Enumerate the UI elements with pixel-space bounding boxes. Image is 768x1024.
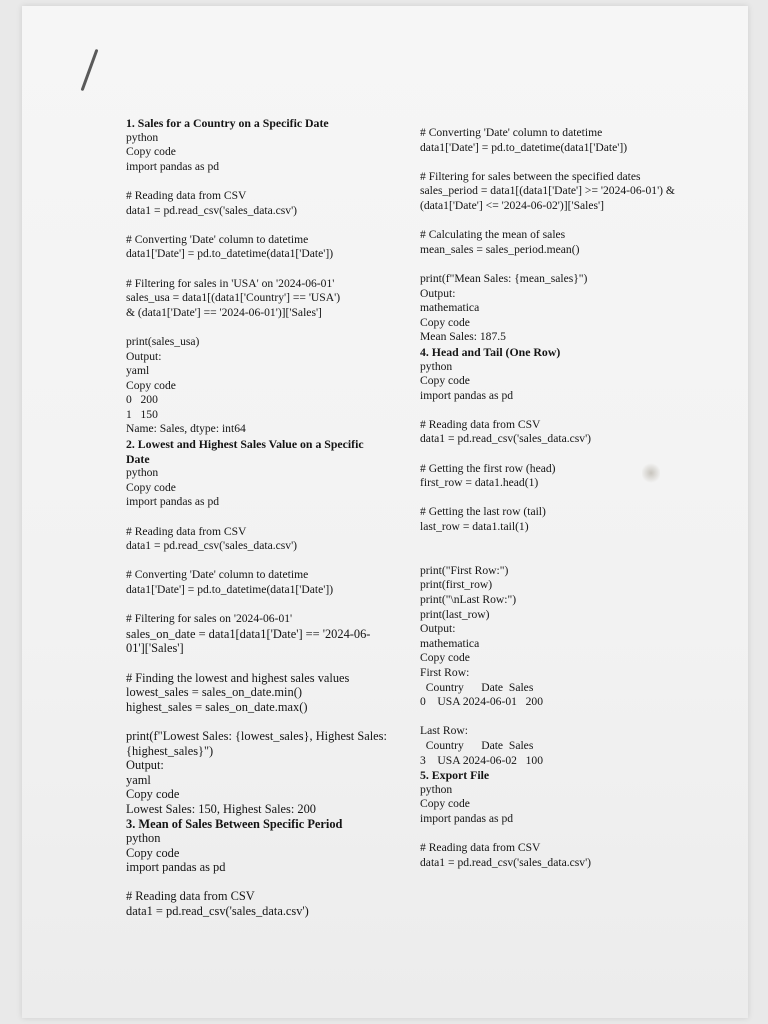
- text-line: & (data1['Date'] == '2024-06-01')]['Sales']: [126, 305, 322, 319]
- section-heading: 5. Export File: [420, 768, 490, 783]
- text-line: Copy code: [420, 797, 470, 811]
- text-line: # Reading data from CSV: [126, 889, 255, 904]
- text-line: Country Date Sales: [420, 738, 534, 752]
- section-heading: 3. Mean of Sales Between Specific Period: [126, 816, 343, 831]
- text-line: Output:: [420, 622, 456, 636]
- section-heading: 4. Head and Tail (One Row): [420, 344, 561, 359]
- text-line: # Converting 'Date' column to datetime: [126, 232, 309, 246]
- text-line: mathematica: [420, 636, 480, 650]
- text-line: print(f"Lowest Sales: {lowest_sales}, Highest Sales: {highest_sales}"): [126, 728, 387, 758]
- text-line: Output:: [126, 349, 162, 363]
- text-line: data1['Date'] = pd.to_datetime(data1['Date']): [420, 140, 628, 154]
- text-line: data1['Date'] = pd.to_datetime(data1['Date']): [126, 247, 334, 261]
- blank-line: [126, 554, 388, 569]
- text-line: yaml: [126, 364, 150, 378]
- blank-line: [420, 155, 678, 170]
- text-line: Copy code: [126, 787, 180, 802]
- document-page: [22, 6, 748, 1018]
- text-line: data1['Date'] = pd.to_datetime(data1['Date']): [126, 583, 334, 596]
- text-line: highest_sales = sales_on_date.max(): [126, 699, 308, 714]
- text-line: Copy code: [126, 480, 176, 494]
- text-line: # Calculating the mean of sales: [420, 228, 566, 242]
- blank-line: [420, 710, 678, 725]
- text-line: import pandas as pd: [126, 159, 220, 173]
- blank-line: [126, 875, 388, 890]
- text-line: Copy code: [420, 374, 470, 388]
- text-line: Lowest Sales: 150, Highest Sales: 200: [126, 801, 316, 816]
- blank-line: [420, 214, 678, 229]
- text-line: Copy code: [126, 145, 176, 159]
- text-line: Name: Sales, dtype: int64: [126, 422, 246, 436]
- blank-line: [420, 403, 678, 418]
- text-line: Copy code: [420, 651, 470, 665]
- text-line: data1 = pd.read_csv('sales_data.csv'): [420, 432, 592, 446]
- blank-line: [420, 257, 678, 272]
- text-line: mean_sales = sales_period.mean(): [420, 242, 580, 256]
- text-line: print(sales_usa): [126, 334, 200, 348]
- text-line: Mean Sales: 187.5: [420, 330, 506, 344]
- text-line: # Reading data from CSV: [126, 524, 247, 538]
- text-line: Country Date Sales: [420, 680, 534, 694]
- text-line: sales_usa = data1[(data1['Country'] == 'USA'): [126, 291, 341, 305]
- text-line: Copy code: [126, 378, 176, 392]
- text-line: 0 USA 2024-06-01 200: [420, 695, 544, 709]
- text-line: Last Row:: [420, 724, 468, 738]
- blank-line: [126, 174, 388, 189]
- text-line: data1 = pd.read_csv('sales_data.csv'): [126, 539, 298, 553]
- blank-line: [420, 447, 678, 462]
- text-line: # Reading data from CSV: [420, 841, 541, 855]
- text-line: First Row:: [420, 665, 470, 679]
- text-line: last_row = data1.tail(1): [420, 520, 529, 534]
- text-line: Copy code: [126, 845, 180, 860]
- text-line: print(last_row): [420, 607, 490, 621]
- text-line: python: [126, 466, 159, 480]
- text-line: # Filtering for sales in 'USA' on '2024-06-01': [126, 276, 335, 290]
- text-line: data1 = pd.read_csv('sales_data.csv'): [126, 203, 298, 217]
- text-line: yaml: [126, 772, 151, 787]
- text-line: python: [420, 782, 453, 796]
- blank-line: [126, 218, 388, 233]
- blank-line: [126, 262, 388, 277]
- blank-line: [126, 320, 388, 335]
- section-heading: 1. Sales for a Country on a Specific Date: [126, 116, 329, 130]
- blank-line: [126, 598, 388, 613]
- text-line: python: [420, 359, 453, 373]
- text-line: # Reading data from CSV: [126, 188, 247, 202]
- left-column: [126, 116, 388, 919]
- pen-mark: [81, 49, 99, 91]
- text-line: data1 = pd.read_csv('sales_data.csv'): [420, 855, 592, 869]
- text-line: python: [126, 130, 159, 144]
- text-line: Copy code: [420, 315, 470, 329]
- text-line: 3 USA 2024-06-02 100: [420, 753, 544, 767]
- blank-line: [126, 714, 388, 729]
- text-line: mathematica: [420, 301, 480, 315]
- blank-line: [420, 827, 678, 842]
- text-line: 1 150: [126, 407, 158, 421]
- text-line: sales_period = data1[(data1['Date'] >= '2024-06-01') & (data1['Date'] <= '2024-06-02')]['Sales']: [420, 184, 675, 212]
- blank-line: [126, 656, 388, 671]
- blank-line: [420, 549, 678, 564]
- text-line: 0 200: [126, 393, 158, 407]
- text-line: Output:: [126, 758, 164, 773]
- text-line: # Getting the last row (tail): [420, 505, 546, 519]
- blank-line: [420, 535, 678, 550]
- text-line: print(f"Mean Sales: {mean_sales}"): [420, 271, 588, 285]
- text-line: print("\nLast Row:"): [420, 593, 517, 606]
- text-line: data1 = pd.read_csv('sales_data.csv'): [126, 904, 309, 919]
- text-line: # Reading data from CSV: [420, 417, 541, 431]
- text-line: print("First Row:"): [420, 563, 509, 577]
- right-column: [420, 126, 678, 870]
- text-line: # Converting 'Date' column to datetime: [126, 568, 309, 582]
- blank-line: [420, 491, 678, 506]
- text-line: python: [126, 831, 161, 846]
- section-heading: 2. Lowest and Highest Sales Value on a Specific Date: [126, 437, 364, 466]
- text-line: first_row = data1.head(1): [420, 476, 539, 490]
- text-line: Output:: [420, 286, 456, 300]
- text-line: # Finding the lowest and highest sales values: [126, 670, 350, 685]
- text-line: # Filtering for sales on '2024-06-01': [126, 612, 293, 626]
- text-line: import pandas as pd: [420, 388, 514, 402]
- text-line: # Filtering for sales between the specified dates: [420, 169, 641, 183]
- text-line: print(first_row): [420, 578, 493, 592]
- text-line: sales_on_date = data1[data1['Date'] == '2024-06-01']['Sales']: [126, 626, 371, 656]
- text-line: import pandas as pd: [126, 495, 220, 509]
- text-line: # Getting the first row (head): [420, 461, 556, 475]
- text-line: # Converting 'Date' column to datetime: [420, 126, 603, 139]
- text-line: import pandas as pd: [126, 860, 226, 875]
- blank-line: [126, 510, 388, 525]
- text-line: import pandas as pd: [420, 811, 514, 825]
- text-line: lowest_sales = sales_on_date.min(): [126, 685, 302, 700]
